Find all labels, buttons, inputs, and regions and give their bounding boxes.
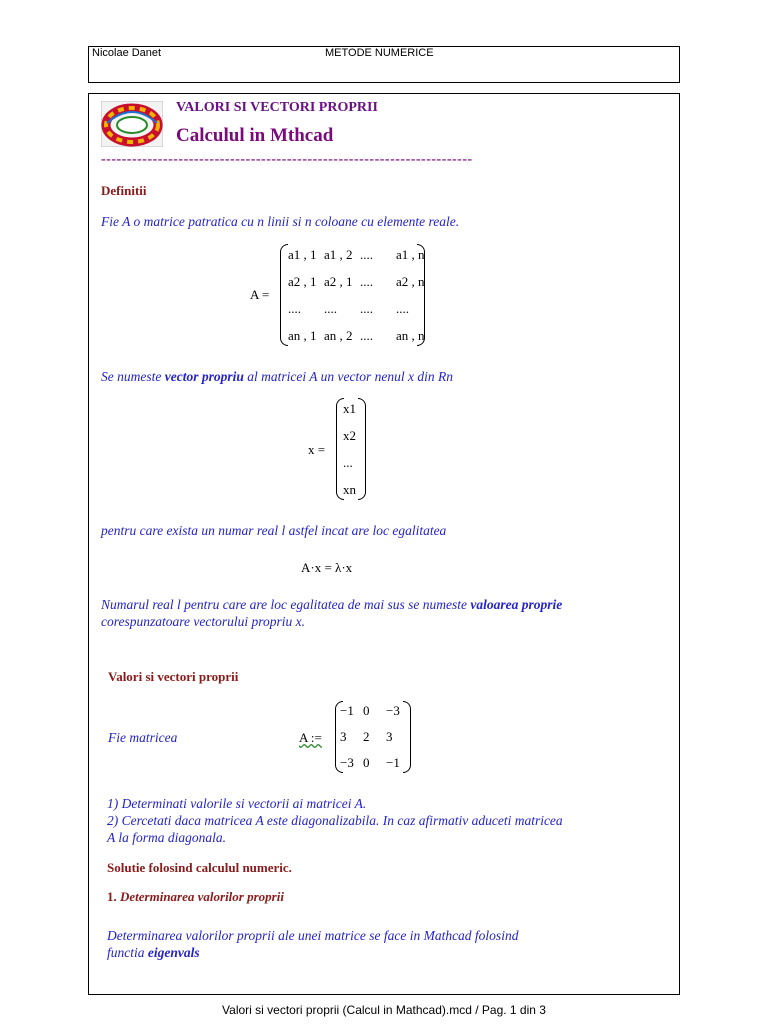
eigenvals-text-pre: functia: [107, 945, 148, 960]
document-topic: VALORI SI VECTORI PROPRII: [176, 100, 378, 115]
solution-heading: Solutie folosind calculul numeric.: [107, 860, 292, 875]
eigenvals-function-name: eigenvals: [147, 945, 200, 960]
document-title: Calculul in Mthcad: [176, 125, 334, 146]
matrix-a-cell: an , 2: [324, 328, 353, 343]
eigenvector-text-pre: Se numeste: [101, 369, 165, 384]
eigenvector-text-post: al matricei A un vector nenul x din Rn: [243, 369, 453, 384]
matrix-a-cell: a2 , n: [396, 274, 425, 289]
header-author: Nicolae Danet: [92, 47, 162, 59]
vector-x-entry: x2: [343, 428, 356, 443]
matrix-def-cell: 2: [363, 729, 370, 744]
matrix-def-cell: −3: [386, 703, 400, 718]
eigenvals-paragraph: [107, 927, 667, 961]
matrix-a-cell: ....: [360, 274, 373, 289]
vector-x-entry: xn: [343, 482, 356, 497]
matrix-def-right-bracket: [403, 701, 411, 773]
eigenvalue-definition: [101, 596, 661, 630]
matrix-a-cell: an , n: [396, 328, 425, 343]
matrix-def-cell: 0: [363, 755, 370, 770]
eigenvalue-text-pre: Numarul real l pentru care are loc egalitatea de mai sus se numeste: [101, 597, 471, 612]
matrix-a-cell: a1 , 1: [288, 247, 317, 262]
matrix-def-cell: −1: [386, 755, 400, 770]
eigenvalue-condition-text: pentru care exista un numar real l astfel incat are loc egalitatea: [101, 523, 447, 538]
step-1-number: 1.: [107, 889, 117, 904]
matrix-def-cell: −3: [340, 755, 354, 770]
mathcad-logo-icon: [101, 101, 163, 147]
eigenvalue-text-post: corespunzatoare vectorului propriu x.: [101, 614, 305, 629]
page-footer: Valori si vectori proprii (Calcul in Mathcad).mcd / Pag. 1 din 3: [222, 1003, 546, 1017]
matrix-a-left-bracket: [280, 244, 288, 346]
vector-x-right-bracket: [358, 398, 366, 500]
matrix-a-cell: ....: [324, 301, 337, 316]
vector-x-entry: x1: [343, 401, 356, 416]
matrix-definition-text: Fie A o matrice patratica cu n linii si n coloane cu elemente reale.: [101, 214, 460, 229]
matrix-a-label: A =: [250, 287, 270, 302]
matrix-a-cell: ....: [396, 301, 409, 316]
definitions-heading: Definitii: [101, 183, 147, 198]
vector-x-entry: ...: [343, 455, 353, 470]
eigenvector-definition: [101, 368, 453, 385]
eigenvals-text-line-1: Determinarea valorilor proprii ale unei matrice se face in Mathcad folosind: [107, 928, 519, 943]
task-1: 1) Determinati valorile si vectorii ai matricei A.: [107, 796, 367, 811]
step-1-title: Determinarea valorilor proprii: [120, 889, 284, 904]
eigen-equation: A·x = λ·x: [301, 560, 353, 575]
title-separator: ------------------------------------------------------------------------: [101, 152, 473, 167]
eigenvector-term: vector propriu: [164, 369, 244, 384]
matrix-def-cell: 3: [386, 729, 393, 744]
eigenvalue-term: valoarea proprie: [470, 597, 563, 612]
task-2-line-1: 2) Cercetati daca matricea A este diagonalizabila. In caz afirmativ aduceti matricea: [107, 813, 563, 828]
matrix-def-cell: −1: [340, 703, 354, 718]
matrix-def-cell: 0: [363, 703, 370, 718]
task-2-line-2: A la forma diagonala.: [107, 830, 227, 845]
matrix-a-cell: ....: [360, 301, 373, 316]
matrix-a-cell: a2 , 1: [324, 274, 353, 289]
page-header: [88, 46, 680, 83]
section-heading: Valori si vectori proprii: [108, 669, 239, 684]
matrix-a-cell: a1 , n: [396, 247, 425, 262]
matrix-a-cell: ....: [360, 328, 373, 343]
matrix-def-cell: 3: [340, 729, 347, 744]
fie-matricea-text: Fie matricea: [108, 730, 178, 745]
matrix-assignment-label: A :=: [299, 730, 322, 745]
task-list: [107, 795, 667, 846]
matrix-a-cell: ....: [360, 247, 373, 262]
step-1-heading: [107, 889, 284, 905]
header-course-title: METODE NUMERICE: [325, 47, 434, 59]
matrix-a-cell: a1 , 2: [324, 247, 353, 262]
matrix-a-cell: ....: [288, 301, 301, 316]
vector-x-label: x =: [308, 442, 326, 457]
matrix-a-cell: an , 1: [288, 328, 317, 343]
matrix-a-cell: a2 , 1: [288, 274, 317, 289]
